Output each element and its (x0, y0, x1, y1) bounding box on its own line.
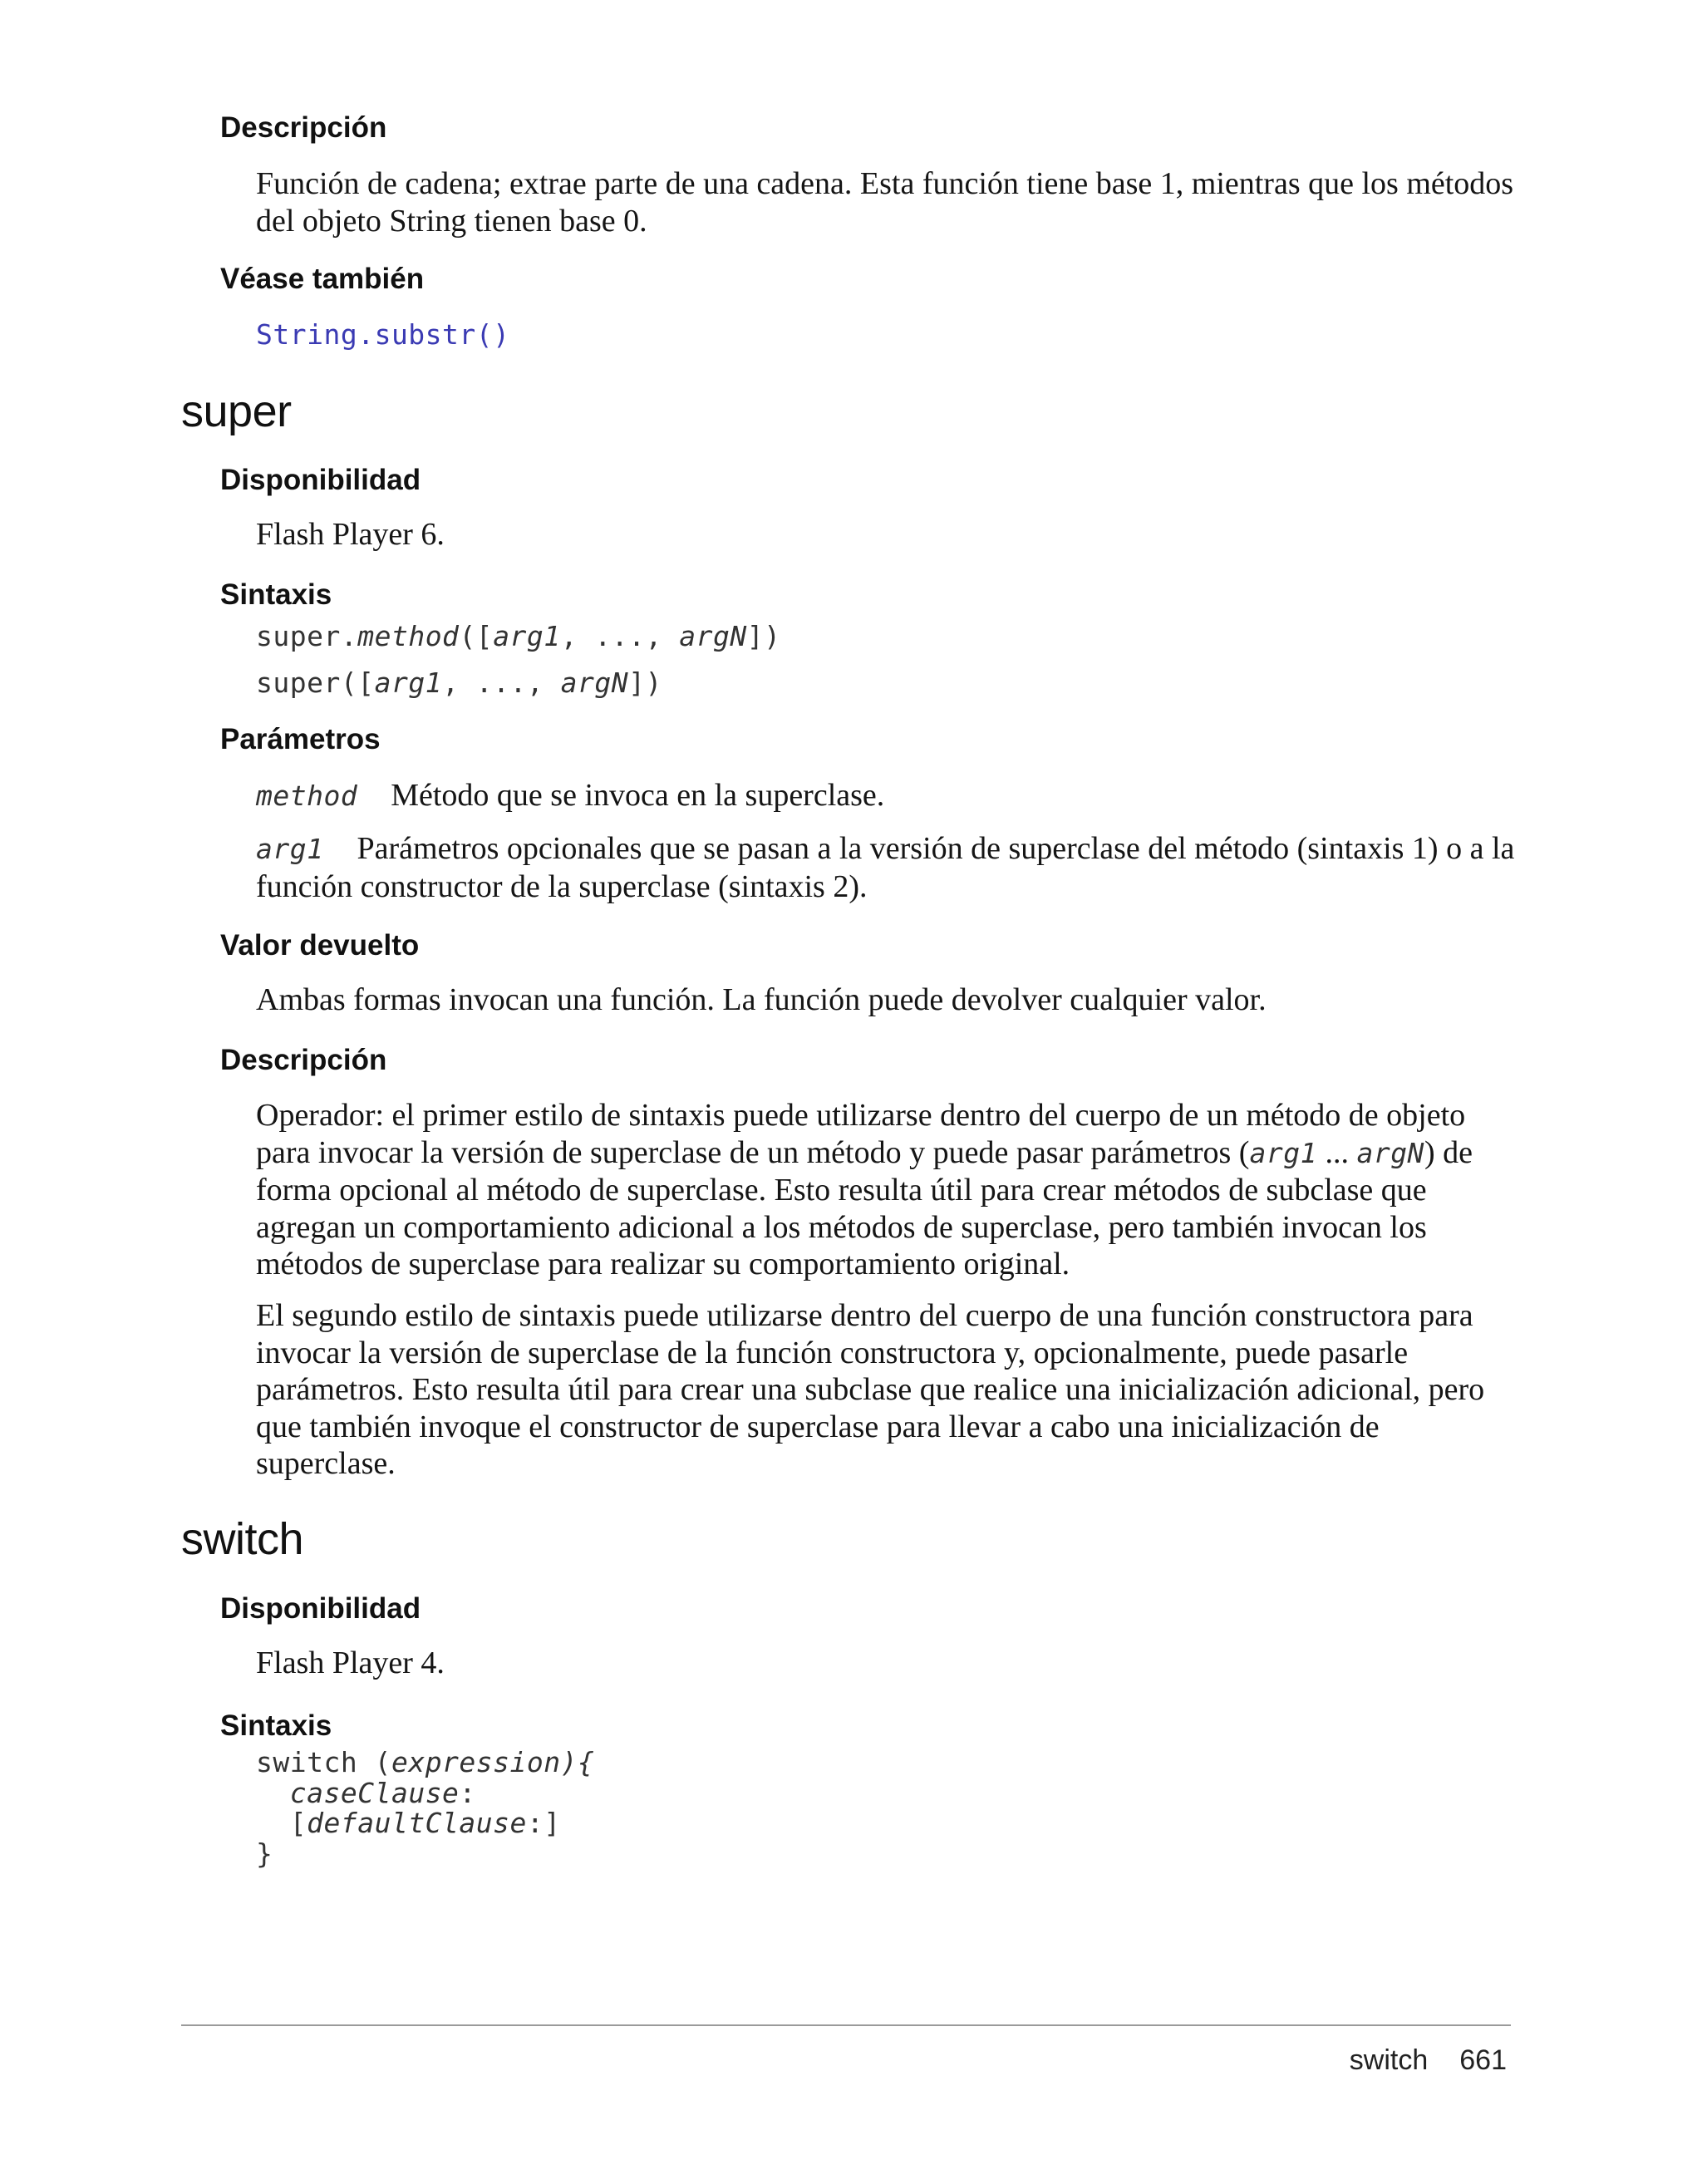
param-term: arg1 (256, 833, 324, 865)
returns-heading: Valor devuelto (220, 929, 420, 962)
syntax-heading: Sintaxis (220, 1709, 332, 1742)
page-footer (1350, 2043, 1507, 2078)
entry-title-super: super (181, 386, 292, 436)
availability-heading: Disponibilidad (220, 464, 421, 496)
param-desc: Parámetros opcionales que se pasan a la versión de superclase del método (sintaxis 1) o a la función constructor de la superclase (sintaxis 2). (256, 831, 1515, 904)
availability-text: Flash Player 6. (256, 517, 445, 552)
availability-heading: Disponibilidad (220, 1592, 421, 1625)
availability-text: Flash Player 4. (256, 1645, 445, 1680)
switch-syntax-code: switch (expression){ caseClause: [defaultClause:] } (256, 1746, 595, 1870)
footer-section-name: switch (1349, 2044, 1429, 2076)
see-also-heading: Véase también (220, 263, 425, 295)
description-heading: Descripción (220, 1044, 387, 1076)
syntax-heading: Sintaxis (220, 578, 332, 611)
param-term: method (256, 780, 358, 812)
description-text: Función de cadena; extrae parte de una cadena. Esta función tiene base 1, mientras que los métodos del objeto String tienen base 0. (256, 166, 1514, 239)
see-also-link[interactable]: String.substr() (256, 318, 510, 351)
description-paragraph-2: El segundo estilo de sintaxis puede utilizarse dentro del cuerpo de una función constructora para invocar la versión de superclase de la función constructora y, opcionalmente, puede pasarle parámetros. Esto resulta útil para crear una subclase que realice una inicialización adicional, pero que también invoque el constructor de superclase para llevar a cabo una inicialización de superclase. (256, 1298, 1485, 1481)
entry-title-switch: switch (181, 1514, 304, 1564)
param-method (256, 777, 1519, 815)
parameters-heading: Parámetros (220, 723, 381, 755)
page-number: 661 (1459, 2044, 1507, 2076)
syntax-line-1: super.method([arg1, ..., argN]) (256, 620, 781, 652)
description-paragraph-1: Operador: el primer estilo de sintaxis puede utilizarse dentro del cuerpo de un método de objeto para invocar la versión de superclase de un método y puede pasar parámetros (arg1 ... argN) de forma opcional al método de superclase. Esto resulta útil para crear métodos de subclase que agregan un comportamiento adicional a los métodos de superclase, pero también invocan los métodos de superclase para realizar su comportamiento original. (256, 1098, 1473, 1281)
footer-divider (181, 2024, 1511, 2026)
param-arg1 (256, 830, 1519, 905)
description-heading: Descripción (220, 111, 387, 144)
param-desc: Método que se invoca en la superclase. (391, 778, 885, 813)
syntax-line-2: super([arg1, ..., argN]) (256, 667, 662, 699)
returns-text: Ambas formas invocan una función. La función puede devolver cualquier valor. (256, 982, 1267, 1017)
